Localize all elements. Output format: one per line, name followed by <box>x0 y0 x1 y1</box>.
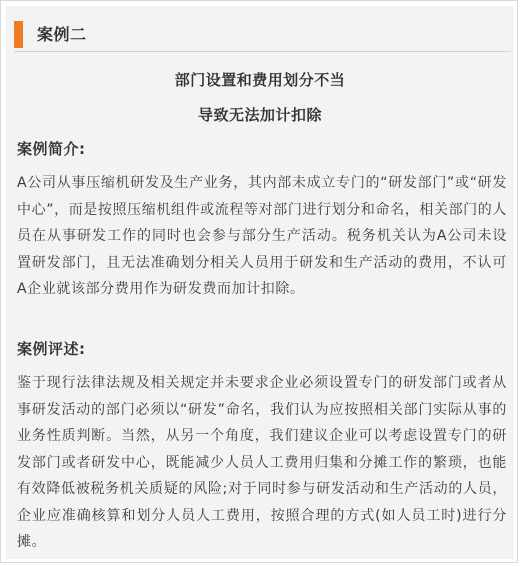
summary-heading: 案例简介: <box>17 140 86 158</box>
case-title-line-2: 导致无法加计扣除 <box>197 106 322 124</box>
case-card <box>6 6 514 559</box>
case-label: 案例二 <box>37 25 87 44</box>
review-paragraph: 鉴于现行法律法规及相关规定并未要求企业必须设置专门的研发部门或者从事研发活动的部门必须以“研发”命名，我们认为应按照相关部门实际从事的业务性质判断。当然，从另一个角度，我们建议企业可以考虑设置专门的研发部门或者研发中心，既能减少人员人工费用归集和分摊工作的繁琐，也能有效降低被税务机关质疑的风险;对于同时参与研发活动和生产活动的人员，企业应准确核算和划分人员人工费用，按照合理的方式(如人员工时)进行分摊。 <box>17 375 507 550</box>
header-divider <box>14 51 511 52</box>
section-accent-bar <box>14 21 23 48</box>
summary-paragraph: A公司从事压缩机研发及生产业务，其内部未成立专门的“研发部门”或“研发中心”，而是按照压缩机组件或流程等对部门进行划分和命名，相关部门的人员在从事研发工作的同时也会参与部分生产活动。税务机关认为A公司未设置研发部门，且无法准确划分相关人员用于研发和生产活动的费用，不认可A企业就该部分费用作为研发费而加计扣除。 <box>17 175 507 297</box>
review-heading: 案例评述: <box>17 340 86 358</box>
case-title-line-1: 部门设置和费用划分不当 <box>174 71 346 89</box>
